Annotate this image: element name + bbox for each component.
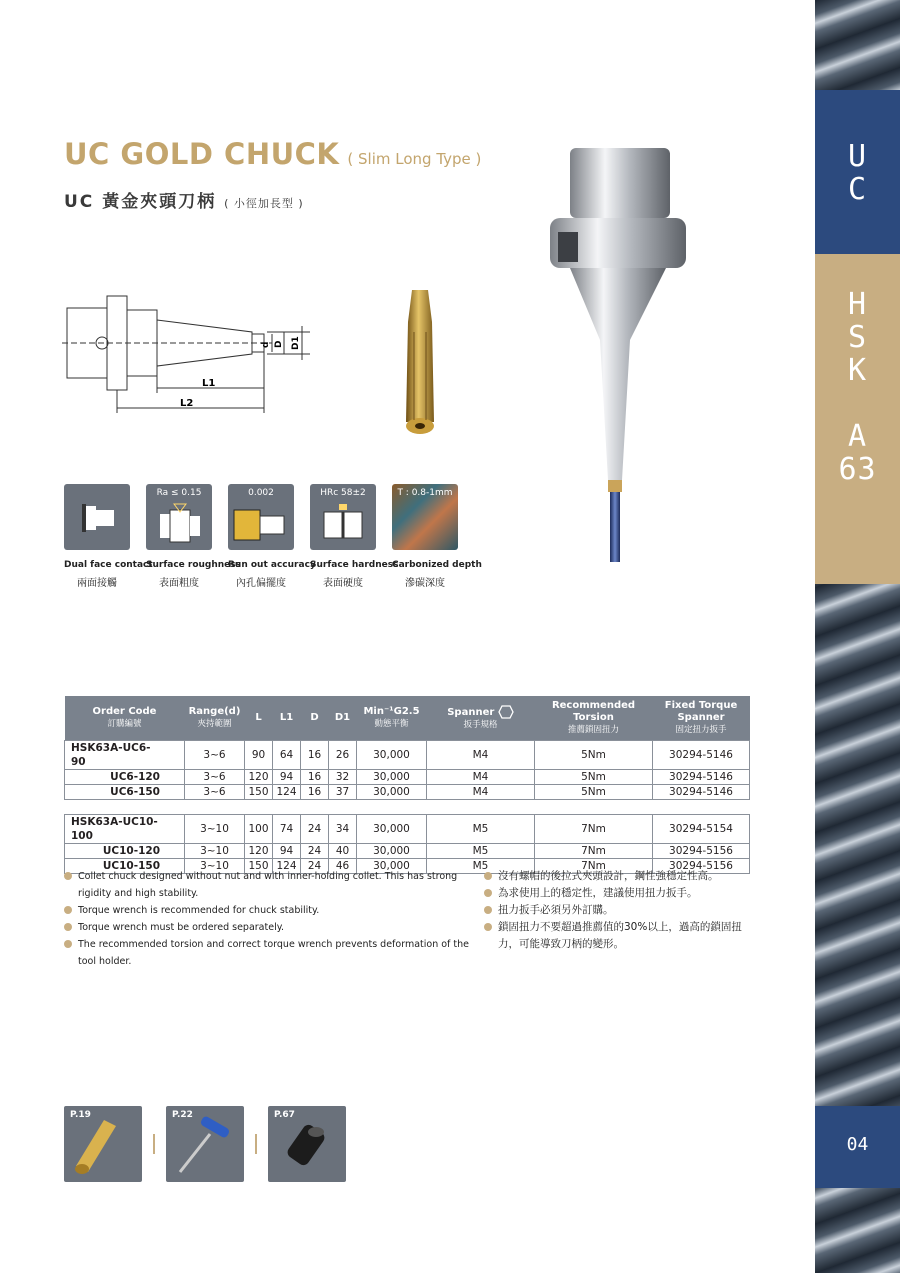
feature-run-out-accuracy (228, 484, 316, 589)
cell-range: 3~6 (185, 741, 245, 770)
cell-code: UC10-120 (65, 844, 185, 859)
gold-collet-image (390, 282, 450, 442)
feature-name-cn: 滲碳深度 (405, 578, 445, 589)
feature-name: Carbonized depth (392, 560, 482, 570)
dim-label-L1: L1 (202, 378, 216, 389)
cell-L1: 124 (273, 785, 301, 800)
feature-value: 0.002 (248, 488, 274, 498)
technical-drawing (62, 288, 312, 418)
cell-D: 16 (301, 785, 329, 800)
feature-name: Run out accuracy (228, 560, 316, 570)
cell-L: 120 (245, 844, 273, 859)
note-item: Collet chuck designed without nut and with inner-holding collet. This has strong rigidity and high stability. (64, 868, 474, 902)
table-row (65, 844, 750, 859)
side-letter: C (847, 172, 868, 207)
cell-D1: 26 (329, 741, 357, 770)
title-sub: ( Slim Long Type ) (347, 150, 482, 168)
table-gap-row (65, 800, 750, 815)
side-letter: A (847, 419, 868, 454)
thumb-page-ref: P.19 (70, 1110, 91, 1120)
side-letter: S (847, 320, 868, 355)
cell-code: UC6-150 (65, 785, 185, 800)
side-tab-uc[interactable] (815, 90, 900, 254)
col-range: Range(d) 夾持範圍 (185, 696, 245, 741)
title-main: UC GOLD CHUCK (64, 137, 340, 171)
page-number-tab (815, 1106, 900, 1188)
table-header-row (65, 696, 750, 741)
thumb-page-ref: P.22 (172, 1110, 193, 1120)
run-out-accuracy-icon (228, 484, 294, 550)
page-title (64, 137, 481, 171)
cell-fixed: 30294-5154 (653, 815, 750, 844)
col-D: D (301, 696, 329, 741)
cell-rpm: 30,000 (357, 785, 427, 800)
related-product-spanner[interactable] (268, 1106, 346, 1182)
cell-L1: 124 (273, 859, 301, 874)
cell-D1: 34 (329, 815, 357, 844)
side-tab-hsk-a63[interactable] (815, 254, 900, 584)
hex-spanner-icon (498, 705, 514, 719)
cell-rpm: 30,000 (357, 844, 427, 859)
cell-spanner: M4 (427, 741, 535, 770)
cell-fixed: 30294-5156 (653, 844, 750, 859)
feature-name-cn: 表面硬度 (323, 578, 363, 589)
feature-name: Dual face contact (64, 560, 153, 570)
feature-name-cn: 內孔偏擺度 (236, 578, 286, 589)
cell-D1: 37 (329, 785, 357, 800)
related-product-collet[interactable] (64, 1106, 142, 1182)
cell-range: 3~6 (185, 770, 245, 785)
cell-D1: 40 (329, 844, 357, 859)
thumb-page-ref: P.67 (274, 1110, 295, 1120)
cell-fixed: 30294-5146 (653, 741, 750, 770)
cell-spanner: M4 (427, 785, 535, 800)
cell-fixed: 30294-5156 (653, 859, 750, 874)
side-spacer (815, 387, 900, 420)
spec-table (64, 696, 750, 874)
table-row (65, 741, 750, 770)
col-D1: D1 (329, 696, 357, 741)
cell-code: HSK63A-UC6-90 (65, 741, 185, 770)
dim-label-D: D (274, 340, 284, 348)
cell-spanner: M5 (427, 815, 535, 844)
carbonized-depth-icon (392, 484, 458, 550)
dual-face-contact-icon (64, 484, 130, 550)
note-item: Torque wrench must be ordered separately. (64, 919, 474, 936)
notes-english (64, 868, 474, 970)
cell-fixed: 30294-5146 (653, 785, 750, 800)
side-letter: H (847, 287, 868, 322)
col-L1: L1 (273, 696, 301, 741)
side-letter: K (847, 353, 868, 388)
table-row (65, 785, 750, 800)
side-letter: 63 (838, 452, 877, 487)
related-product-torque-wrench[interactable] (166, 1106, 244, 1182)
col-spanner: Spanner 扳手規格 (427, 696, 535, 741)
note-item: 鎖固扭力不要超過推薦值的30%以上，過高的鎖固扭力，可能導致刀柄的變形。 (484, 919, 744, 953)
cell-range: 3~10 (185, 815, 245, 844)
cell-D1: 46 (329, 859, 357, 874)
feature-name: Surface roughness (146, 560, 241, 570)
feature-value: HRc 58±2 (320, 488, 366, 498)
cell-spanner: M4 (427, 770, 535, 785)
page-number: 04 (846, 1134, 869, 1155)
feature-name: Surface hardness (310, 560, 399, 570)
cell-L1: 74 (273, 815, 301, 844)
note-item: The recommended torsion and correct torque wrench prevents deformation of the tool holder. (64, 936, 474, 970)
features-row (64, 484, 482, 594)
cell-D: 16 (301, 770, 329, 785)
note-item: 為求使用上的穩定性，建議使用扭力扳手。 (484, 885, 744, 902)
feature-carbonized-depth (392, 484, 482, 589)
cell-rpm: 30,000 (357, 859, 427, 874)
cell-D: 24 (301, 844, 329, 859)
note-item: Torque wrench is recommended for chuck stability. (64, 902, 474, 919)
cell-range: 3~10 (185, 844, 245, 859)
col-balance: Min⁻¹G2.5 動態平衡 (357, 696, 427, 741)
cell-torsion: 5Nm (535, 770, 653, 785)
note-item: 沒有螺帽的後拉式夾頭設計，鋼性強穩定性高。 (484, 868, 744, 885)
title-cn-sub: ( 小徑加長型 ) (224, 197, 304, 210)
separator (255, 1134, 257, 1154)
feature-surface-hardness (310, 484, 399, 589)
surface-roughness-icon (146, 484, 212, 550)
product-image-chuck (530, 140, 700, 570)
cell-torsion: 7Nm (535, 815, 653, 844)
cell-L: 120 (245, 770, 273, 785)
surface-hardness-icon (310, 484, 376, 550)
cell-L1: 64 (273, 741, 301, 770)
col-order-code: Order Code 訂購編號 (65, 696, 185, 741)
page-title-cn (64, 187, 304, 212)
cell-torsion: 5Nm (535, 741, 653, 770)
table-row (65, 770, 750, 785)
dim-label-L2: L2 (180, 398, 194, 409)
feature-value: Ra ≤ 0.15 (156, 488, 202, 498)
cell-code: UC10-150 (65, 859, 185, 874)
cell-range: 3~10 (185, 859, 245, 874)
side-letter: U (847, 139, 868, 174)
cell-L1: 94 (273, 770, 301, 785)
cell-L: 150 (245, 859, 273, 874)
cell-rpm: 30,000 (357, 815, 427, 844)
table-row (65, 815, 750, 844)
gap-cell (65, 800, 750, 815)
feature-name-cn: 表面粗度 (159, 578, 199, 589)
cell-code: HSK63A-UC10-100 (65, 815, 185, 844)
cell-spanner: M5 (427, 859, 535, 874)
title-cn-main: UC 黃金夾頭刀柄 (64, 192, 217, 212)
col-L: L (245, 696, 273, 741)
notes-chinese (484, 868, 744, 953)
cell-D: 24 (301, 815, 329, 844)
feature-dual-face-contact (64, 484, 153, 589)
feature-name-cn: 兩面接觸 (77, 578, 117, 589)
cell-spanner: M5 (427, 844, 535, 859)
note-item: 扭力扳手必須另外訂購。 (484, 902, 744, 919)
cell-D: 24 (301, 859, 329, 874)
cell-L: 90 (245, 741, 273, 770)
cell-D1: 32 (329, 770, 357, 785)
cell-torsion: 7Nm (535, 844, 653, 859)
cell-L: 100 (245, 815, 273, 844)
cell-L1: 94 (273, 844, 301, 859)
cell-rpm: 30,000 (357, 770, 427, 785)
cell-D: 16 (301, 741, 329, 770)
cell-torsion: 5Nm (535, 785, 653, 800)
feature-value: T : 0.8-1mm (397, 488, 453, 498)
dim-label-D1: D1 (291, 336, 301, 350)
cell-torsion: 7Nm (535, 859, 653, 874)
dim-label-d: d (261, 341, 271, 348)
cell-code: UC6-120 (65, 770, 185, 785)
cell-L: 150 (245, 785, 273, 800)
cell-range: 3~6 (185, 785, 245, 800)
col-fixed-torque: Fixed Torque Spanner 固定扭力扳手 (653, 696, 750, 741)
cell-fixed: 30294-5146 (653, 770, 750, 785)
feature-surface-roughness (146, 484, 241, 589)
cell-rpm: 30,000 (357, 741, 427, 770)
separator (153, 1134, 155, 1154)
col-torsion: Recommended Torsion 推薦鎖固扭力 (535, 696, 653, 741)
